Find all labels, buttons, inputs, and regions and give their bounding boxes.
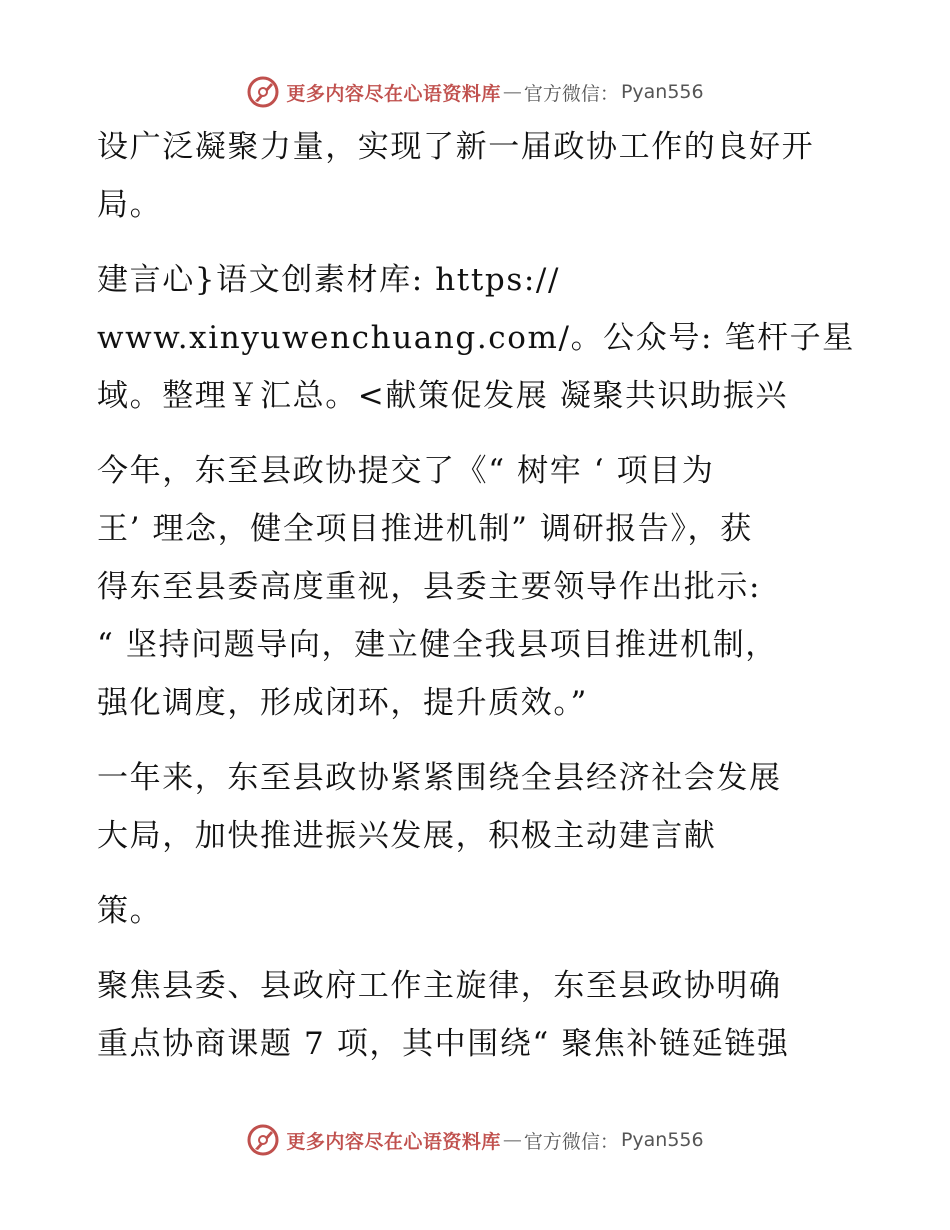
body-line: 大局，加快推进振兴发展，积极主动建言献 xyxy=(97,818,717,854)
body-line: “ 坚持问题导向，建立健全我县项目推进机制， xyxy=(97,627,778,663)
body-line: 王’ 理念，健全项目推进机制” 调研报告》，获 xyxy=(97,511,753,547)
body-line: 策。 xyxy=(97,893,163,929)
quill-logo-icon xyxy=(246,75,280,109)
watermark-dash: — xyxy=(502,81,522,103)
body-line: www.xinyuwenchuang.com/。公众号: 笔杆子星 xyxy=(97,320,855,356)
watermark-wechat-id: Pyan556 xyxy=(620,1129,704,1151)
quill-logo-icon xyxy=(246,1123,280,1157)
watermark-brand: 更多内容尽在心语资料库 xyxy=(286,82,501,105)
watermark-dash: — xyxy=(502,1129,522,1151)
body-line: 得东至县委高度重视，县委主要领导作出批示: xyxy=(97,569,762,605)
watermark-wechat-id: Pyan556 xyxy=(620,81,704,103)
watermark-brand: 更多内容尽在心语资料库 xyxy=(286,1130,501,1153)
watermark-label: 官方微信： xyxy=(523,82,619,105)
watermark-footer xyxy=(0,1120,950,1160)
body-line: 建言心}语文创素材库: https:// xyxy=(97,262,560,298)
body-line: 聚焦县委、县政府工作主旋律，东至县政协明确 xyxy=(97,968,782,1004)
body-line: 重点协商课题 7 项，其中围绕“ 聚焦补链延链强 xyxy=(97,1026,790,1062)
watermark-header xyxy=(0,72,950,112)
body-line: 域。整理￥汇总。<献策促发展 凝聚共识助振兴 xyxy=(97,378,789,414)
body-line: 今年，东至县政协提交了《“ 树牢 ‘ 项目为 xyxy=(97,453,715,489)
body-line: 强化调度，形成闭环，提升质效。” xyxy=(97,685,588,721)
body-line: 设广泛凝聚力量，实现了新一届政协工作的良好开 xyxy=(97,129,815,165)
watermark-label: 官方微信： xyxy=(523,1130,619,1153)
body-line: 一年来，东至县政协紧紧围绕全县经济社会发展 xyxy=(97,760,782,796)
body-line: 局。 xyxy=(97,187,163,223)
